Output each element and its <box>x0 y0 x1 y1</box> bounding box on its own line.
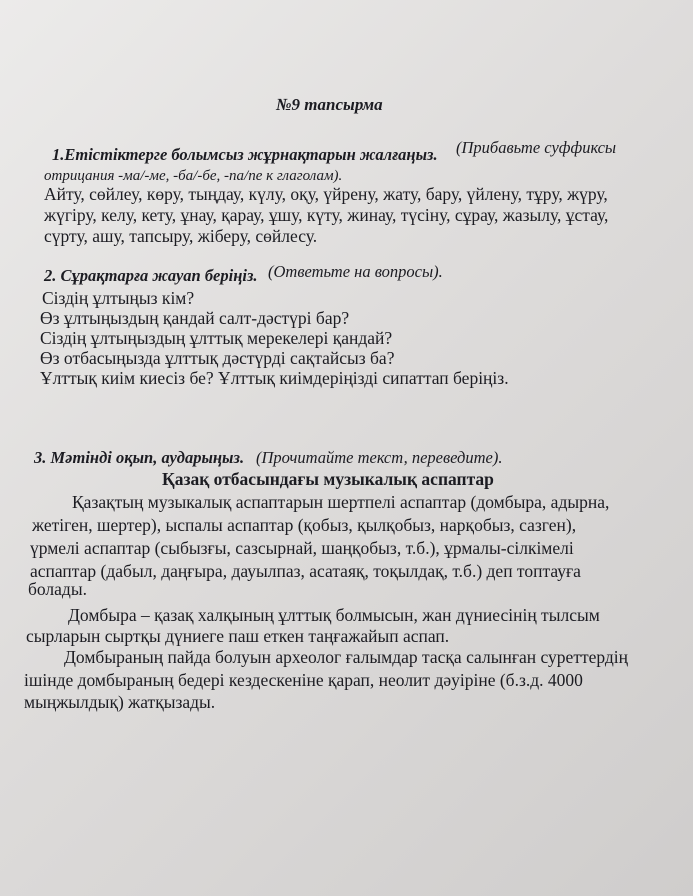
task1-heading-ru-cont: отрицания -ма/-ме, -ба/-бе, -па/пе к глаголам). <box>44 168 343 184</box>
task1-words-line: жүгіру, келу, кету, ұнау, қарау, ұшу, күту, жинау, түсіну, сұрау, жазылу, ұстау, <box>44 205 609 225</box>
text-line: Қазақтың музыкалық аспаптарын шертпелі аспаптар (домбыра, адырна, <box>72 492 610 512</box>
task2-question: Өз ұлтыңыздың қандай салт-дәстүрі бар? <box>40 308 350 328</box>
task2-question: Ұлттық киім киесіз бе? Ұлттық киімдеріңізді сипаттап беріңіз. <box>40 368 509 388</box>
text-line: ішінде домбыраның бедері кездескеніне қарап, неолит дәуіріне (б.з.д. 4000 <box>24 670 583 690</box>
text-line: жетіген, шертер), ыспалы аспаптар (қобыз, қылқобыз, нарқобыз, сазген), <box>32 515 577 535</box>
task2-question: Сіздің ұлтыңыздың ұлттық мерекелері қандай? <box>40 328 393 348</box>
task1-words-line: Айту, сөйлеу, көру, тыңдау, күлу, оқу, үйрену, жату, бару, үйлену, тұру, жүру, <box>44 184 608 204</box>
task2-heading-ru: (Ответьте на вопросы). <box>268 262 443 281</box>
task1-heading-ru: (Прибавьте суффиксы <box>456 138 617 157</box>
text-title: Қазақ отбасындағы музыкалық аспаптар <box>162 469 494 489</box>
task2-question: Сіздің ұлтыңыз кім? <box>42 288 195 308</box>
text-line: аспаптар (дабыл, даңғыра, дауылпаз, асатаяқ, тоқылдақ, т.б.) деп топтауға <box>30 561 581 581</box>
page-title: №9 тапсырма <box>276 95 383 114</box>
task2-question: Өз отбасыңызда ұлттық дәстүрді сақтайсыз ба? <box>40 348 395 368</box>
text-line: мыңжылдық) жатқызады. <box>24 692 216 712</box>
text-line: Домбыра – қазақ халқының ұлттық болмысын, жан дүниесінің тылсым <box>68 605 600 625</box>
task3-heading: 3. Мәтінді оқып, аударыңыз. <box>34 448 245 467</box>
task1-heading: 1.Етістіктерге болымсыз жұрнақтарын жалғаңыз. <box>52 145 438 164</box>
text-line: үрмелі аспаптар (сыбызғы, сазсырнай, шаңқобыз, т.б.), ұрмалы-сілкімелі <box>30 538 574 558</box>
task2-heading: 2. Сұрақтарға жауап беріңіз. <box>44 266 258 285</box>
text-line: болады. <box>28 579 87 599</box>
task1-words-line: сүрту, ашу, тапсыру, жіберу, сөйлесу. <box>44 226 318 246</box>
text-line: сырларын сыртқы дүниеге паш еткен таңғажайып аспап. <box>26 626 450 646</box>
text-line: Домбыраның пайда болуын археолог ғалымдар тасқа салынған суреттердің <box>64 647 629 667</box>
task3-heading-ru: (Прочитайте текст, переведите). <box>256 448 503 467</box>
